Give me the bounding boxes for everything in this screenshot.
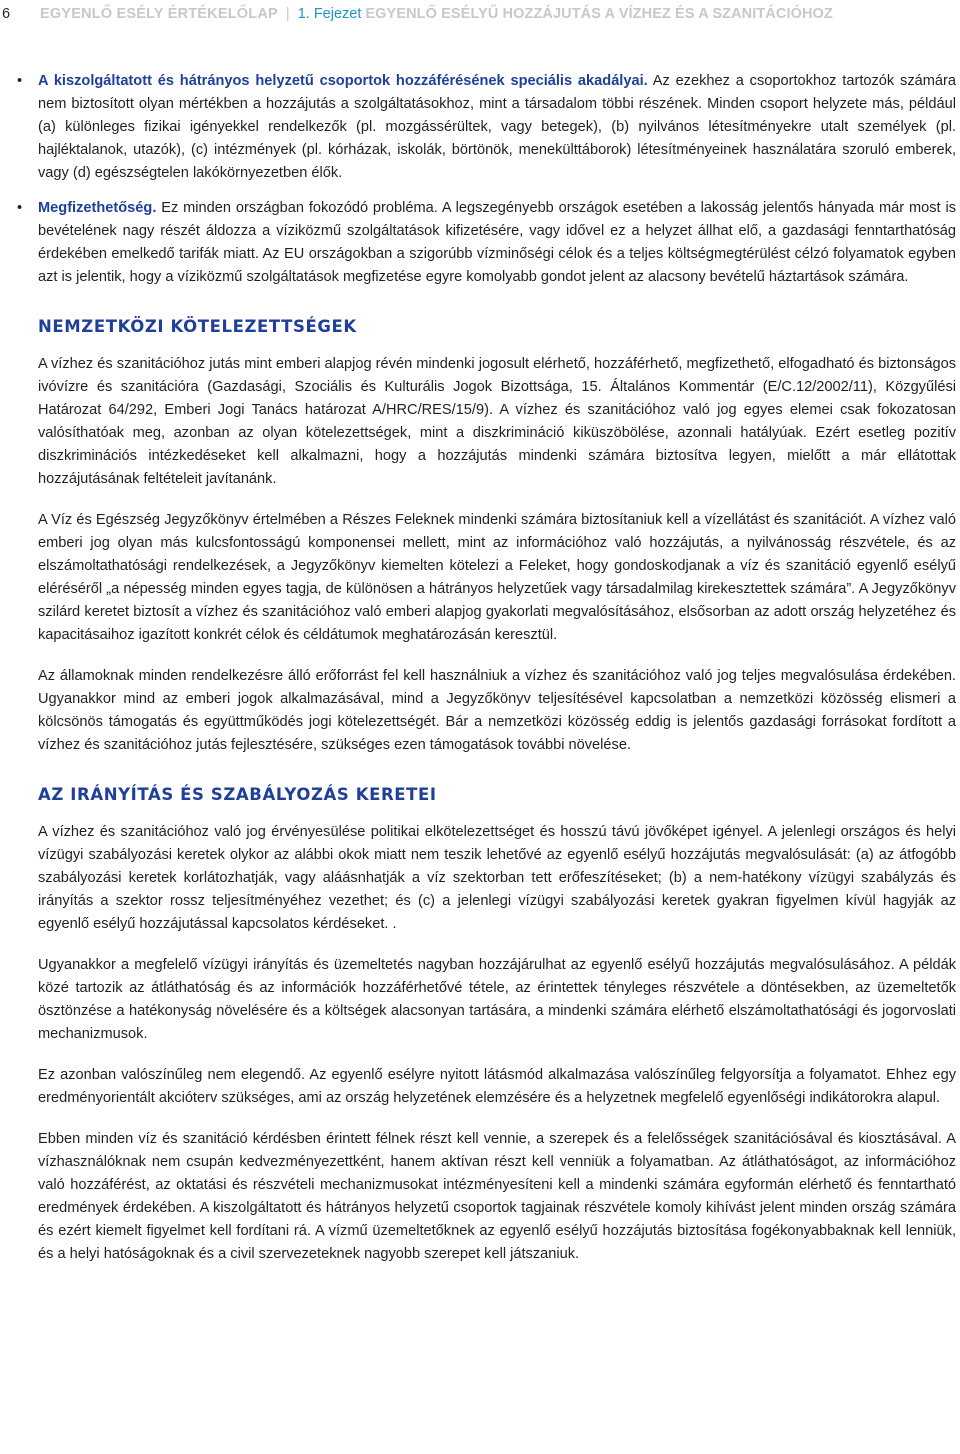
page-content (17, 70, 956, 1266)
chapter-title: EGYENLŐ ESÉLYŰ HOZZÁJUTÁS A VÍZHEZ ÉS A SZANITÁCIÓHOZ (365, 6, 833, 22)
bullet-icon: • (17, 73, 23, 89)
list-item-affordability (17, 197, 956, 289)
chapter-label: 1. Fejezet (297, 6, 362, 22)
barrier-list (17, 70, 956, 289)
section-heading-governance-framework: AZ IRÁNYÍTÁS ÉS SZABÁLYOZÁS KERETEI (38, 785, 437, 804)
running-title (40, 3, 833, 25)
bullet-icon: • (17, 200, 23, 216)
list-item-vulnerable-groups (17, 70, 956, 185)
list-item-lead: A kiszolgáltatott és hátrányos helyzetű csoportok hozzáférésének speciális akadályai. (38, 73, 648, 89)
header-separator: | (285, 6, 290, 22)
section-heading-international-obligations: NEMZETKÖZI KÖTELEZETTSÉGEK (38, 317, 357, 336)
page-number: 6 (2, 6, 11, 22)
report-title: EGYENLŐ ESÉLY ÉRTÉKELŐLAP (40, 6, 278, 22)
paragraph: Ez azonban valószínűleg nem elegendő. Az egyenlő esélyre nyitott látásmód alkalmazása valószínűleg felgyorsítja a folyamatot. Ehhez egy eredményorientált akcióterv szükséges, ami az ország helyzetének elemzésére és a helyzetnek megfelelő egyenlőségi indikátorokra alapul. (38, 1067, 956, 1106)
paragraph: Ugyanakkor a megfelelő vízügyi irányítás és üzemeltetés nagyban hozzájárulhat az egyenlő esélyű hozzájutás megvalósulásához. A példák közé tartozik az átláthatóság és az információk hozzáférhetővé tétele, az érintettek tényleges részvétele a döntésekben, az üzemeltetők ösztönzése a hatékonyság növelésére és a költségek alacsonyan tartására, a mindenki számára elérhető elszámoltathatósági és jogorvoslati mechanizmusok. (38, 957, 956, 1042)
running-header (0, 3, 960, 27)
paragraph: Ebben minden víz és szanitáció kérdésben érintett félnek részt kell vennie, a szerepek és a felelősségek szanitációsával és kiosztásával. A vízhasználóknak nem csupán kedvezményezettként, hanem aktívan részt kell venniük a folyamatban. Az átláthatóságot, az információhoz való hozzáférést, az oktatási és részvételi mechanizmusokat intézményesíteni kell a mindenki számára egyformán elérhető és fenntartható eredmények érdekében. A kiszolgáltatott és hátrányos helyzetű csoportok tagjainak részvétele komoly kihívást jelent minden ország számára és ezért kiemelt figyelmet kell fordítani rá. A vízmű üzemeltetőknek az egyenlő esélyű hozzájutás biztosítása fogékonyabbaknak kell lenniük, és a helyi hatóságoknak és a civil szervezeteknek nagyobb szerepet kell játszaniuk. (38, 1131, 956, 1262)
list-item-lead: Megfizethetőség. (38, 200, 157, 216)
paragraph: A Víz és Egészség Jegyzőkönyv értelmében a Részes Feleknek mindenki számára biztosítaniuk kell a vízellátást és szanitációt. A vízhez való emberi jog olyan más kulcsfontosságú komponensei mellett, mint az információhoz való hozzájutás, a nyilvánosság részvétele, és az elszámoltathatósági rendelkezések, a Jegyzőkönyv kiemelten kötelezi a Feleket, hogy gondoskodjanak a víz és szanitáció egyenlő esélyű eléréséről „a népesség minden egyes tagja, de különösen a hátrányos helyzetűek vagy társadalmilag kirekesztettek számára”. A Jegyzőkönyv szilárd keretet biztosít a vízhez és szanitációhoz való emberi alapjog gyakorlati megvalósításához, elsősorban az adott ország helyzetéhez és kapacitásaihoz igazított konkrét célok és céldátumok meghatározásán keresztül. (38, 512, 956, 643)
list-item-text: Az ezekhez a csoportokhoz tartozók számára nem biztosított olyan mértékben a hozzájutás a szolgáltatásokhoz, mint a társadalom többi részének. Minden csoport helyzete más, például (a) különleges fizikai igényekkel rendelkezők (pl. mozgássérültek, vagy betegek), (b) nyilvános létesítményekre utalt személyek (pl. hajléktalanok, utazók), (c) intézmények (pl. kórházak, iskolák, börtönök, menekülttáborok) létesítményeinek használatára szoruló emberek, vagy (d) egészségtelen lakókörnyezetben élők. (38, 73, 956, 181)
paragraph: A vízhez és szanitációhoz jutás mint emberi alapjog révén mindenki jogosult elérhető, hozzáférhető, megfizethető, elfogadható és biztonságos ivóvízre és szanitációra (Gazdasági, Szociális és Kulturális Jogok Bizottsága, 15. Általános Kommentár (E/C.12/2002/11), Közgyűlési Határozat 64/292, Emberi Jogi Tanács határozat A/HRC/RES/15/9). A vízhez és szanitációhoz való jog egyes elemei csak fokozatosan valósíthatóak meg, azonban az olyan kötelezettségek, mint a diszkrimináció kiküszöbölése, azonnali hatályúak. Ezért esetleg pozitív diszkriminációs intézkedéseket kell alkalmazni, hogy a hozzájutás mindenki számára biztosítva legyen, mielőtt a már ellátottak hozzájutásának feltételeit javítanánk. (38, 356, 956, 487)
paragraph: A vízhez és szanitációhoz való jog érvényesülése politikai elkötelezettséget és hosszú távú jövőképet igényel. A jelenlegi országos és helyi vízügyi szabályozási keretek olykor az alábbi okok miatt nem teszik lehetővé az egyenlő esélyű hozzájutás megvalósulását: (a) az átfogóbb szabályozási keretek korlátozhatják, vagy aláásnhatják a víz szektorban tett erőfeszítéseket; (b) a nem-hatékony vízügyi szabályzás és irányítás a szektor rossz teljesítményéhez vezethet; és (c) a jelenlegi vízügyi szabályozási keretek gyakran figyelmen kívül hagyják az egyenlő esélyű hozzájutással kapcsolatos kérdéseket. . (38, 824, 956, 932)
paragraph: Az államoknak minden rendelkezésre álló erőforrást fel kell használniuk a vízhez és szanitációhoz való jog teljes megvalósulása érdekében. Ugyanakkor mind az emberi jogok alkalmazásával, mind a Jegyzőkönyv teljesítésével kapcsolatban a nemzetközi közösség elismeri a kölcsönös támogatás és együttműködés jogi kötelezettségét. Bár a nemzetközi közösség eddig is jelentős gazdasági forrásokat fordított a vízhez és szanitációhoz jutás fejlesztésére, szükséges ezen támogatások további növelése. (38, 668, 956, 753)
list-item-text: Ez minden országban fokozódó probléma. A legszegényebb országok esetében a lakosság jelentős hányada már most is bevételének nagy részét áldozza a víziközmű szolgáltatások kifizetésére, vagy idővel ez a helyzet állhat elő, a gazdasági fenntarthatóság érdekében emelkedő tarifák miatt. Az EU országokban a szigorúbb vízminőségi célok és a teljes költségmegtérülést célzó folyamatok egyben azt is jelentik, hogy a víziközmű szolgáltatások megfizetése egyre komolyabb gondot jelent az alacsony bevételű háztartások számára. (38, 200, 956, 285)
